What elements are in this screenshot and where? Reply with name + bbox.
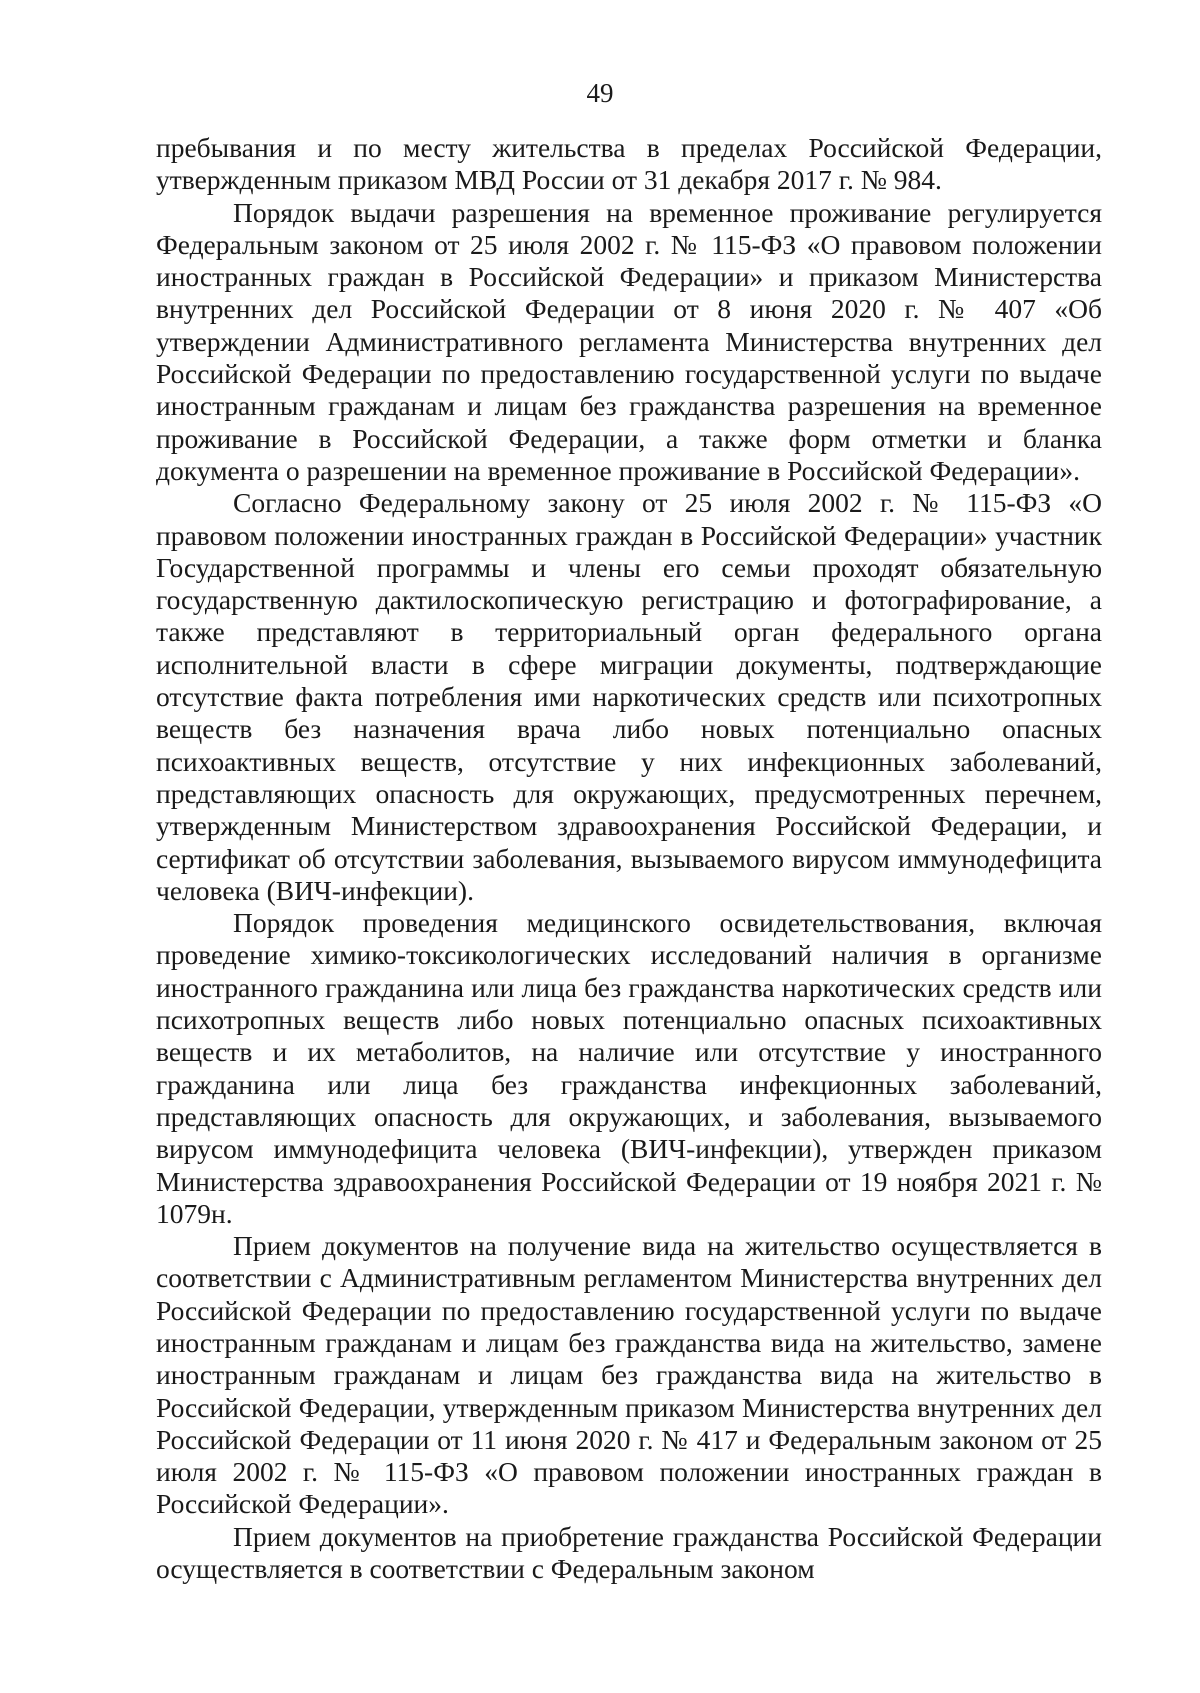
paragraph-fingerprint-registration: Согласно Федеральному закону от 25 июля 2002 г. № 115-ФЗ «О правовом положении иностранных граждан в Российской Федерации» участник Государственной программы и члены его семьи проходят обязательную государственную дактилоскопическую регистрацию и фотографирование, а также представляют в территориальный орган федерального органа исполнительной власти в сфере миграции документы, подтверждающие отсутствие факта потребления ими наркотических средств или психотропных веществ без назначения врача либо новых потенциально опасных психоактивных веществ, отсутствие у них инфекционных заболеваний, представляющих опасность для окружающих, предусмотренных перечнем, утвержденным Министерством здравоохранения Российской Федерации, и сертификат об отсутствии заболевания, вызываемого вирусом иммунодефицита человека (ВИЧ-инфекции). — [156, 487, 1102, 906]
paragraph-citizenship: Прием документов на приобретение гражданства Российской Федерации осуществляется в соответствии с Федеральным законом — [156, 1520, 1102, 1585]
paragraph-continuation: пребывания и по месту жительства в пределах Российской Федерации, утвержденным приказом МВД России от 31 декабря 2017 г. № 984. — [156, 132, 1102, 196]
page-number: 49 — [586, 78, 614, 108]
document-body — [156, 132, 1102, 1585]
paragraph-residence-permit: Прием документов на получение вида на жительство осуществляется в соответствии с Административным регламентом Министерства внутренних дел Российской Федерации по предоставлению государственной услуги по выдаче иностранным гражданам и лицам без гражданства вида на жительство, замене иностранным гражданам и лицам без гражданства вида на жительство в Российской Федерации, утвержденным приказом Министерства внутренних дел Российской Федерации от 11 июня 2020 г. № 417 и Федеральным законом от 25 июля 2002 г. № 115-ФЗ «О правовом положении иностранных граждан в Российской Федерации». — [156, 1230, 1102, 1520]
paragraph-medical-examination: Порядок проведения медицинского освидетельствования, включая проведение химико-токсикологических исследований наличия в организме иностранного гражданина или лица без гражданства наркотических средств или психотропных веществ либо новых потенциально опасных психоактивных веществ и их метаболитов, на наличие или отсутствие у иностранного гражданина или лица без гражданства инфекционных заболеваний, представляющих опасность для окружающих, и заболевания, вызываемого вирусом иммунодефицита человека (ВИЧ-инфекции), утвержден приказом Министерства здравоохранения Российской Федерации от 19 ноября 2021 г. № 1079н. — [156, 907, 1102, 1229]
paragraph-temporary-residence: Порядок выдачи разрешения на временное проживание регулируется Федеральным законом от 25 июля 2002 г. № 115-ФЗ «О правовом положении иностранных граждан в Российской Федерации» и приказом Министерства внутренних дел Российской Федерации от 8 июня 2020 г. № 407 «Об утверждении Административного регламента Министерства внутренних дел Российской Федерации по предоставлению государственной услуги по выдаче иностранным гражданам и лицам без гражданства разрешения на временное проживание в Российской Федерации, а также форм отметки и бланка документа о разрешении на временное проживание в Российской Федерации». — [156, 196, 1102, 486]
